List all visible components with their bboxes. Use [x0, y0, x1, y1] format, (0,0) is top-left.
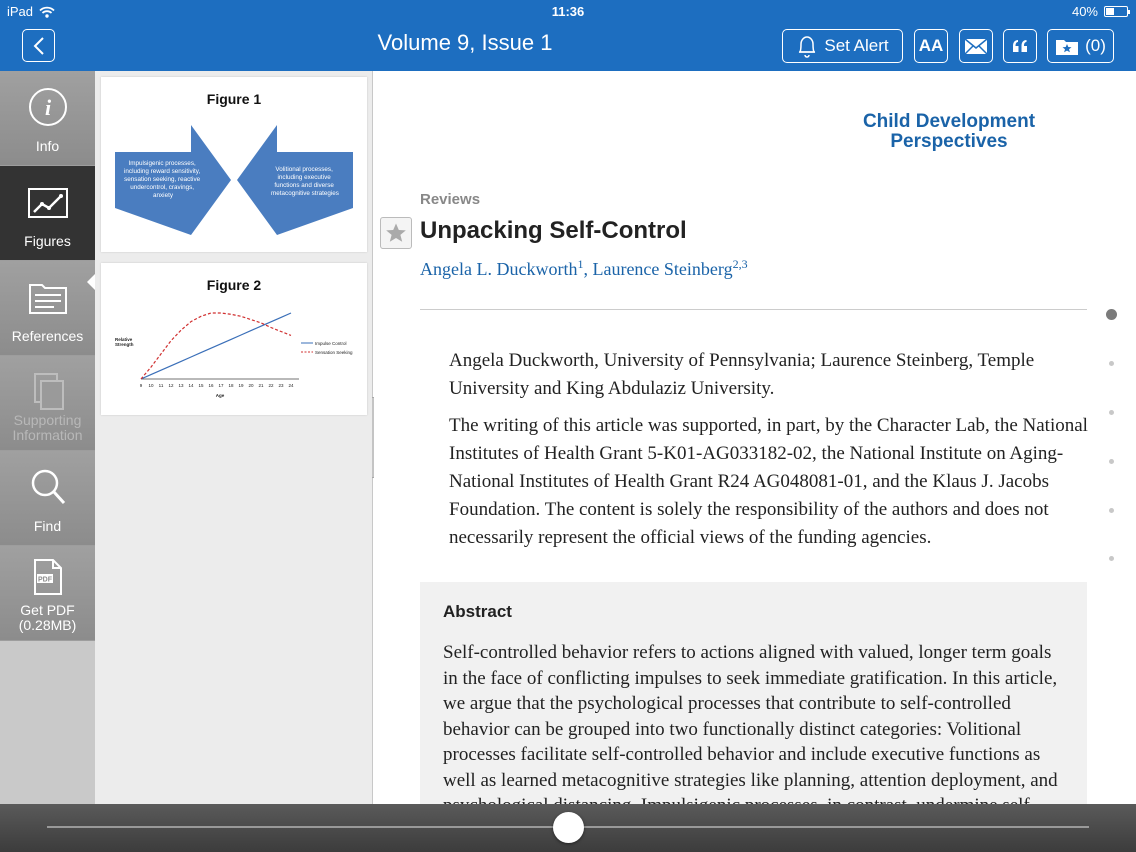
figure-1-thumbnail[interactable] — [101, 77, 367, 252]
chevron-left-icon — [32, 36, 46, 56]
author-link[interactable]: Angela L. Duckworth — [420, 259, 578, 279]
figure-2-ylabel-2: Strength — [115, 342, 134, 347]
x-tick-label: 11 — [158, 383, 164, 388]
tab-references[interactable] — [0, 261, 95, 356]
figure-1-left-line: Impulsigenic processes, — [128, 160, 196, 167]
figure-1-title: Figure 1 — [206, 91, 262, 107]
favorite-button[interactable] — [380, 217, 412, 249]
figure-1-right-line: metacognitive strategies — [271, 190, 339, 197]
x-tick-label: 12 — [168, 383, 174, 388]
star-icon — [385, 222, 407, 244]
article-view — [374, 71, 1136, 804]
page-indicator-dot[interactable] — [1109, 361, 1114, 366]
page-indicator-dot[interactable] — [1109, 508, 1114, 513]
x-tick-label: 21 — [258, 383, 264, 388]
figure-1-right-line: including executive — [277, 174, 331, 181]
clock: 11:36 — [551, 4, 585, 19]
funding-note: The writing of this article was supported, in part, by the Character Lab, the National Institutes of Health Grant 5-K01-AG033182-02, the National Institute on Aging-National Institutes of Health Grant R24 AG048081-01, and the Klaus J. Jacobs Foundation. The content is solely the responsibility of the authors and does not necessarily represent the official views of the funding agencies. — [449, 415, 1088, 548]
figure-1-left-line: anxiety — [153, 192, 173, 199]
tab-references-label: References — [11, 328, 84, 344]
folder-star-icon — [1055, 36, 1079, 56]
page-indicator-dot[interactable] — [1109, 459, 1114, 464]
figure-2-chart — [101, 263, 367, 415]
tab-supporting-information[interactable] — [0, 356, 95, 451]
abstract-text: Self-controlled behavior refers to actions aligned with valued, longer term goals in the face of conflicting impulses to seek immediate gratification. In this article, we argue that the psychological processes that contribute to self-controlled behavior can be grouped into two functionally distinct categories: Volitional processes facilitate self-controlled behavior and include executive functions as well as learned metacognitive strategies like planning, attention deployment, and — [443, 642, 1058, 791]
abstract-heading: Abstract — [443, 602, 512, 621]
font-size-label: AA — [918, 36, 944, 55]
affiliation-marker: 2,3 — [732, 257, 748, 271]
set-alert-button[interactable] — [782, 29, 903, 63]
pdf-icon — [32, 558, 64, 596]
series-impulse-control-line — [141, 313, 291, 379]
abstract-section — [420, 582, 1087, 822]
figure-2-title: Figure 2 — [206, 277, 262, 293]
figure-1-left-line: sensation seeking, reactive — [124, 176, 201, 183]
svg-text:Volitional processes, — [271, 166, 339, 197]
x-tick-label: 22 — [268, 383, 274, 388]
page-indicator-dot[interactable] — [1109, 410, 1114, 415]
author-separator: , — [583, 259, 593, 279]
page-indicator-dot[interactable] — [1106, 309, 1117, 320]
battery-percent: 40% — [1071, 4, 1098, 19]
font-size-button[interactable] — [914, 29, 948, 63]
x-tick-label: 20 — [248, 383, 254, 388]
tab-figures[interactable] — [0, 166, 95, 261]
tab-supporting-label-2: Information — [12, 427, 83, 443]
pdf-icon-text: PDF — [37, 576, 52, 584]
set-alert-label: Set Alert — [824, 36, 889, 55]
figure-1-left-line: including reward sensitivity, — [124, 168, 201, 175]
figure-1-right-line: Volitional processes, — [275, 166, 333, 173]
scrubber-thumb[interactable] — [553, 812, 584, 843]
documents-icon — [30, 372, 66, 412]
journal-name-line-1: Child Development — [862, 111, 1036, 132]
navigation-bar — [0, 0, 1136, 71]
mail-icon — [964, 38, 988, 55]
cite-button[interactable] — [1003, 29, 1037, 63]
info-icon — [28, 87, 68, 127]
page-scrubber — [0, 804, 1136, 852]
back-button[interactable] — [22, 29, 55, 62]
figure-2-thumbnail[interactable] — [101, 263, 367, 415]
tab-figures-label: Figures — [24, 233, 71, 249]
tab-pdf-label-1: Get PDF — [20, 602, 75, 618]
figure-1-diagram — [101, 77, 367, 252]
author-affiliations: Angela Duckworth, University of Pennsylvania; Laurence Steinberg, Temple University and King Abdulaziz University. — [449, 350, 1035, 399]
tab-info-label: Info — [35, 138, 60, 154]
saved-articles-button[interactable] — [1047, 29, 1114, 63]
page-indicator-dot[interactable] — [1109, 556, 1114, 561]
tab-info[interactable] — [0, 71, 95, 166]
x-tick-label: 19 — [238, 383, 244, 388]
svg-text:i: i — [44, 95, 51, 120]
sidebar-tabs — [0, 71, 95, 804]
section-label: Reviews — [420, 191, 481, 208]
journal-logo — [849, 112, 1049, 152]
tab-pdf-label-2: (0.28MB) — [18, 617, 77, 633]
x-tick-label: 23 — [278, 383, 284, 388]
figure-2-ylabel-1: Relative — [115, 337, 133, 342]
tab-supporting-label-1: Supporting — [13, 412, 82, 428]
author-link[interactable]: Laurence Steinberg — [592, 259, 733, 279]
legend-impulse-control: Impulse Control — [315, 341, 347, 346]
x-tick-label: 16 — [208, 383, 214, 388]
tab-find[interactable] — [0, 451, 95, 546]
x-tick-label: 13 — [178, 383, 184, 388]
figure-1-right-line: functions and diverse — [274, 182, 334, 189]
article-title: Unpacking Self-Control — [420, 217, 687, 244]
search-icon — [28, 467, 68, 507]
journal-name-line-2: Perspectives — [890, 131, 1008, 152]
figure-2-xlabel: Age — [215, 393, 225, 398]
author-list — [420, 257, 748, 280]
divider — [420, 309, 1087, 310]
saved-count: (0) — [1085, 36, 1106, 55]
email-button[interactable] — [959, 29, 993, 63]
x-tick-label: 24 — [288, 383, 294, 388]
issue-title: Volume 9, Issue 1 — [377, 30, 553, 55]
x-tick-label: 10 — [148, 383, 154, 388]
figures-panel — [95, 71, 373, 804]
bell-icon — [796, 34, 818, 58]
quote-icon — [1011, 39, 1029, 53]
figure-1-left-line: undercontrol, cravings, — [130, 184, 194, 191]
x-tick-label: 17 — [218, 383, 224, 388]
x-tick-label: 18 — [228, 383, 234, 388]
x-tick-label: 9 — [139, 383, 143, 388]
x-tick-label: 14 — [188, 383, 194, 388]
status-bar — [0, 0, 1136, 22]
tab-get-pdf[interactable] — [0, 546, 95, 641]
legend-sensation-seeking: Sensation Seeking — [315, 350, 353, 355]
chart-icon — [28, 188, 68, 220]
device-name: iPad — [7, 4, 34, 19]
tab-find-label: Find — [33, 518, 62, 534]
affiliation-marker: 1 — [577, 257, 584, 271]
battery-icon — [1104, 6, 1128, 17]
x-tick-label: 15 — [198, 383, 204, 388]
folder-icon — [28, 281, 68, 315]
